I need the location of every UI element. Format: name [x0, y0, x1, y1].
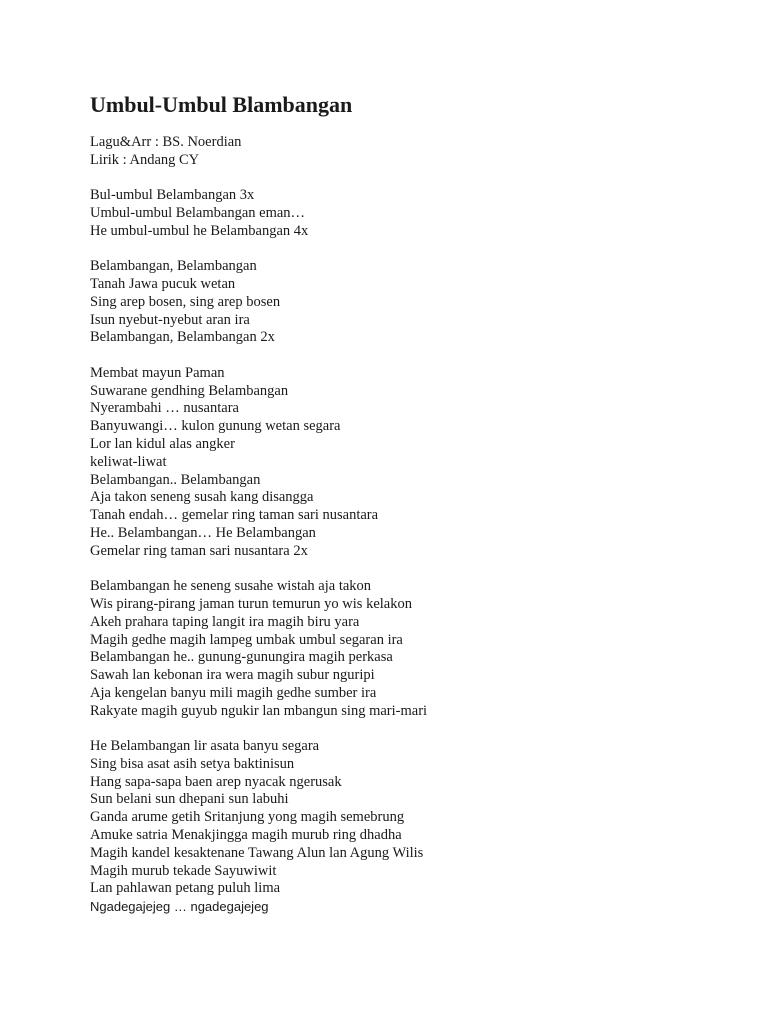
lyric-line: Magih gedhe magih lampeg umbak umbul segaran ira — [90, 631, 403, 648]
lyric-line: Aja takon seneng susah kang disangga — [90, 489, 314, 506]
lyric-line: Magih murub tekade Sayuwiwit — [90, 862, 277, 879]
lyric-line: He.. Belambangan… He Belambangan — [90, 524, 316, 541]
lyric-line: Ngadegajejeg … ngadegajejeg — [90, 899, 269, 915]
lyric-line: Belambangan.. Belambangan — [90, 471, 261, 488]
lyric-line: Isun nyebut-nyebut aran ira — [90, 311, 250, 328]
stanza-1 — [90, 187, 730, 240]
lyric-line: Sun belani sun dhepani sun labuhi — [90, 791, 289, 808]
lyric-line: Bul-umbul Belambangan 3x — [90, 187, 255, 204]
lyric-line: Wis pirang-pirang jaman turun temurun yo wis kelakon — [90, 595, 412, 612]
lyric-line: Tanah endah… gemelar ring taman sari nusantara — [90, 507, 379, 524]
lyric-line: Belambangan, Belambangan — [90, 258, 257, 275]
lyric-line: Hang sapa-sapa baen arep nyacak ngerusak — [90, 773, 342, 790]
lyric-line: Suwarane gendhing Belambangan — [90, 382, 289, 399]
lyric-line: Lor lan kidul alas angker — [90, 435, 235, 452]
credit-lyricist: Lirik : Andang CY — [90, 151, 200, 168]
credit-composer: Lagu&Arr : BS. Noerdian — [90, 134, 242, 150]
lyric-line: Belambangan, Belambangan 2x — [90, 329, 275, 346]
lyric-line: Ganda arume getih Sritanjung yong magih semebrung — [90, 809, 405, 826]
lyric-line: Belambangan he.. gunung-gunungira magih perkasa — [90, 649, 393, 666]
lyric-line: Rakyate magih guyub ngukir lan mbangun sing mari-mari — [90, 702, 428, 719]
lyric-line: Sing arep bosen, sing arep bosen — [90, 293, 281, 310]
lyric-line: He umbul-umbul he Belambangan 4x — [90, 222, 309, 239]
lyric-line: Tanah Jawa pucuk wetan — [90, 275, 236, 292]
lyric-line: Banyuwangi… kulon gunung wetan segara — [90, 418, 341, 435]
lyric-line: Gemelar ring taman sari nusantara 2x — [90, 542, 308, 559]
lyric-line: Umbul-umbul Belambangan eman… — [90, 204, 306, 221]
stanza-5 — [90, 738, 730, 916]
lyric-line: He Belambangan lir asata banyu segara — [90, 738, 320, 755]
lyric-line: Amuke satria Menakjingga magih murub ring dhadha — [90, 827, 402, 844]
stanza-2 — [90, 258, 730, 347]
lyric-line: Akeh prahara taping langit ira magih biru yara — [90, 613, 360, 630]
lyric-line: Sing bisa asat asih setya baktinisun — [90, 755, 295, 772]
lyric-line: Membat mayun Paman — [90, 364, 225, 381]
stanza-4 — [90, 578, 730, 720]
lyric-line: Magih kandel kesaktenane Tawang Alun lan Agung Wilis — [90, 844, 424, 861]
credits-block — [90, 134, 730, 170]
lyric-line: Nyerambahi … nusantara — [90, 400, 239, 417]
lyric-line: Belambangan he seneng susahe wistah aja takon — [90, 578, 372, 595]
lyric-line: Sawah lan kebonan ira wera magih subur nguripi — [90, 667, 375, 684]
lyric-line: Aja kengelan banyu mili magih gedhe sumber ira — [90, 684, 377, 701]
lyric-line: Lan pahlawan petang puluh lima — [90, 880, 281, 897]
song-title: Umbul-Umbul Blambangan — [90, 92, 353, 117]
document-page — [90, 90, 730, 934]
stanza-3 — [90, 365, 730, 561]
lyric-line: keliwat-liwat — [90, 453, 167, 470]
